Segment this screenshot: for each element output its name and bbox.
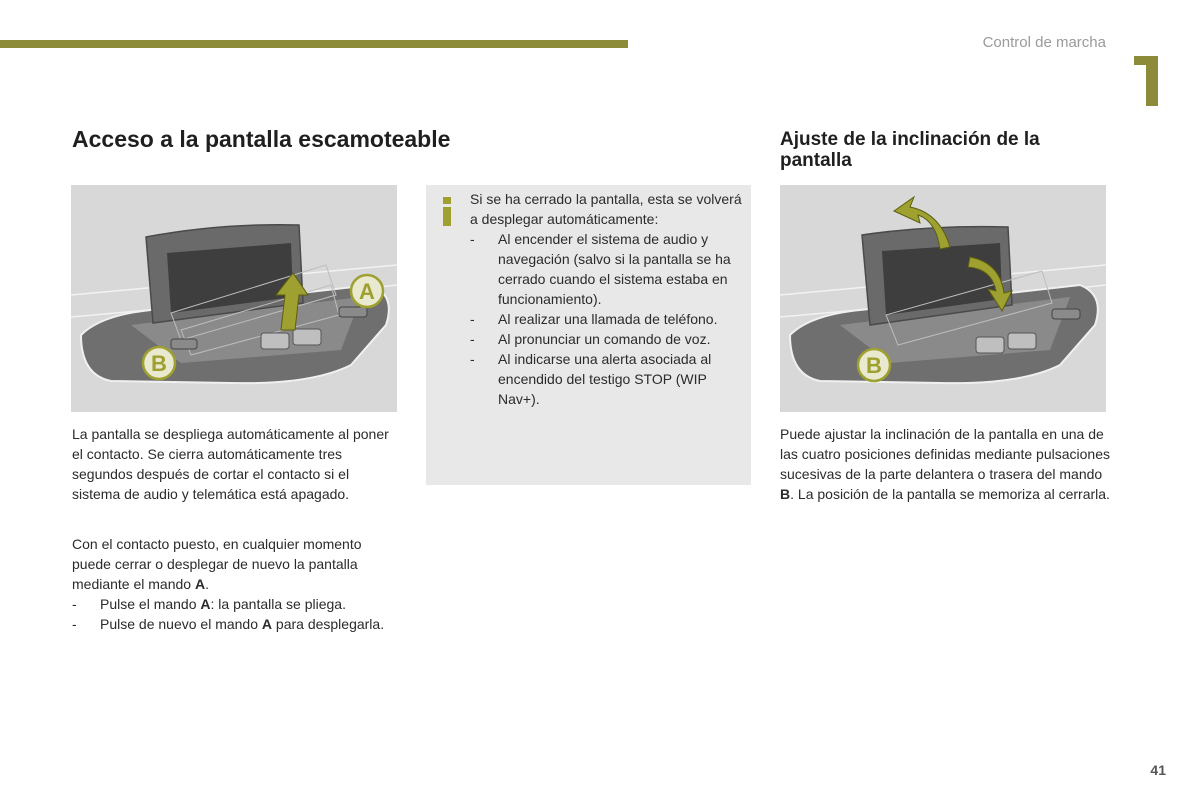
info-box [426,185,751,485]
page-number: 41 [1150,762,1166,778]
tilt-paragraph: Puede ajustar la inclinación de la pantalla en una de las cuatro posiciones definidas mediante pulsaciones sucesivas de la parte delantera o trasera del mando B. La posición de la pantalla se memoriza al cerrarla. [780,426,1110,502]
callout-a-label: A [359,279,375,304]
list-item: - Al encender el sistema de audio y navegación (salvo si la pantalla se ha cerrado cuando el sistema estaba en funcionamiento). [470,231,731,307]
callout-b-label: B [866,353,882,378]
list-item: - Al realizar una llamada de teléfono. [470,311,718,327]
control-a-steps [72,594,398,634]
callout-b-label: B [151,351,167,376]
screen-retract-illustration [71,185,397,412]
info-icon [442,197,452,227]
list-item: - Pulse el mando A: la pantalla se pliega. [72,596,346,612]
screen-tilt-illustration [780,185,1106,412]
header-accent-bar [0,40,628,48]
section-title-screen-tilt: Ajuste de la inclinación de la pantalla [780,129,1040,171]
chapter-number [1134,56,1158,106]
manual-control-paragraph: Con el contacto puesto, en cualquier momento puede cerrar o desplegar de nuevo la pantalla mediante el mando A. [72,536,362,592]
auto-deploy-paragraph: La pantalla se despliega automáticamente al poner el contacto. Se cierra automáticamente tres segundos después de cortar el contacto si el sistema de audio y telemática está apagado. [72,426,389,502]
section-title-screen-access: Acceso a la pantalla escamoteable [72,126,451,152]
list-item: - Al pronunciar un comando de voz. [470,331,711,347]
list-item: - Al indicarse una alerta asociada al encendido del testigo STOP (WIP Nav+). [470,351,712,407]
info-list [470,229,750,409]
info-intro: Si se ha cerrado la pantalla, esta se volverá a desplegar automáticamente: [470,191,742,227]
section-name: Control de marcha [982,34,1106,51]
list-item: - Pulse de nuevo el mando A para desplegarla. [72,616,385,632]
